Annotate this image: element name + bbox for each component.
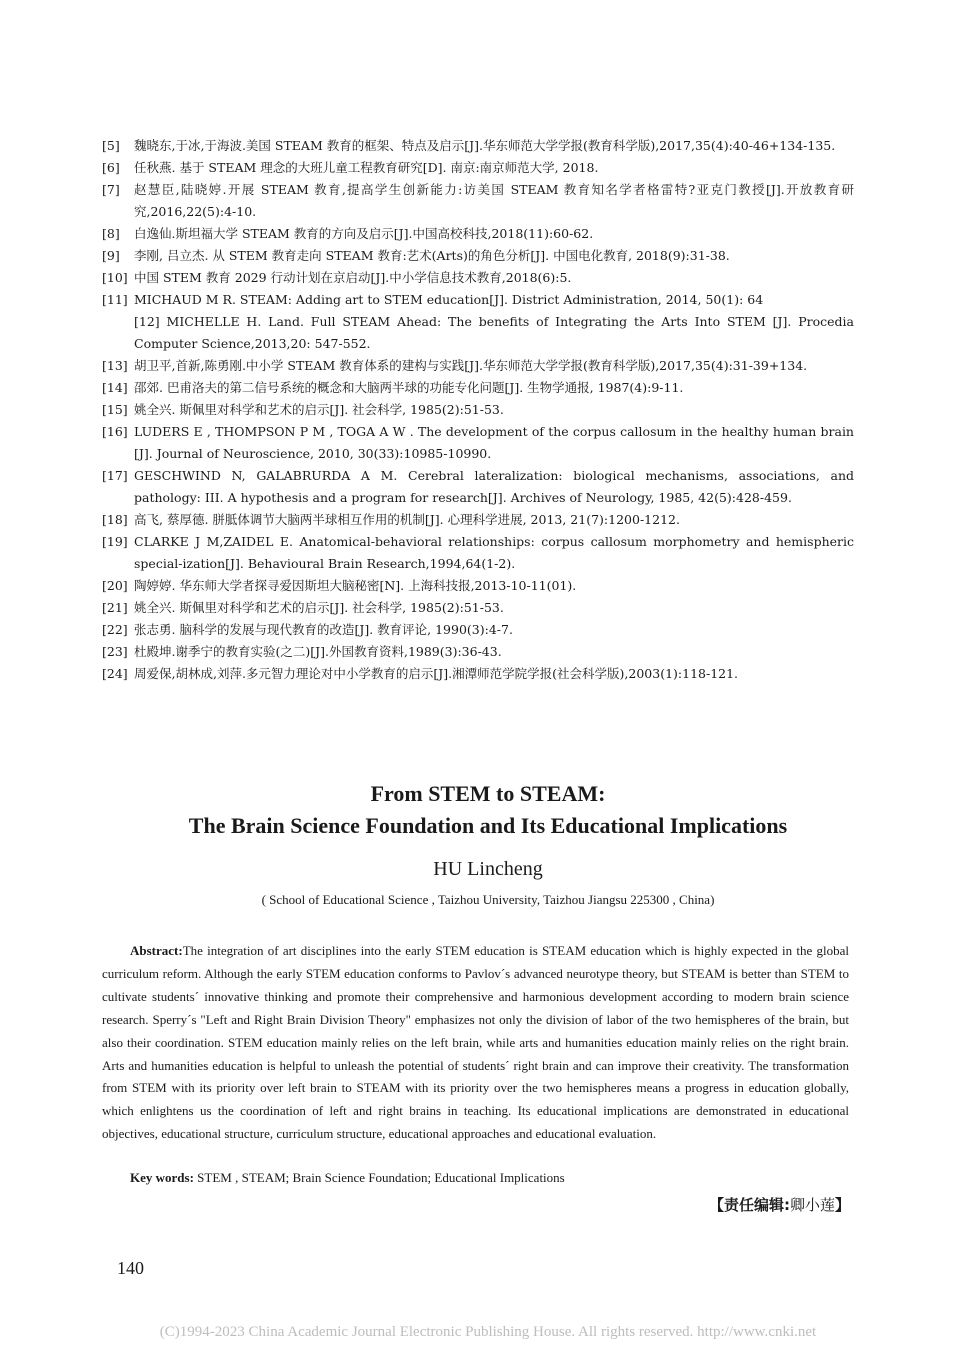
reference-item [102, 509, 854, 531]
reference-item [102, 267, 854, 289]
reference-item [102, 531, 854, 575]
reference-number: [5] [102, 138, 120, 153]
keywords-text: STEM , STEAM; Brain Science Foundation; Educational Implications [197, 1170, 565, 1185]
reference-number: [21] [102, 600, 128, 615]
reference-item [102, 377, 854, 399]
editor-close: 】 [834, 1196, 850, 1214]
editor-name: 卿小莲 [789, 1196, 835, 1214]
reference-number: [23] [102, 644, 128, 659]
reference-text: 白逸仙.斯坦福大学 STEAM 教育的方向及启示[J].中国高校科技,2018(11):60-62. [134, 226, 594, 241]
reference-number: [20] [102, 578, 128, 593]
reference-item [102, 157, 854, 179]
reference-item [102, 245, 854, 267]
reference-item [102, 465, 854, 509]
reference-text: 张志勇. 脑科学的发展与现代教育的改造[J]. 教育评论, 1990(3):4-7. [134, 622, 513, 637]
reference-text: 姚全兴. 斯佩里对科学和艺术的启示[J]. 社会科学, 1985(2):51-53. [134, 600, 504, 615]
abstract-label: Abstract: [130, 943, 183, 958]
reference-text: 高飞, 蔡厚德. 胼胝体调节大脑两半球相互作用的机制[J]. 心理科学进展, 2013, 21(7):1200-1212. [134, 512, 680, 527]
abstract [102, 940, 849, 1146]
responsible-editor [709, 1194, 850, 1215]
copyright-footer: (C)1994-2023 China Academic Journal Electronic Publishing House. All rights reserved. http://www.cnki.net [159, 1324, 817, 1340]
reference-item [102, 289, 854, 311]
reference-number: [9] [102, 248, 120, 263]
reference-item [102, 663, 854, 685]
reference-item [102, 135, 854, 157]
reference-number: [7] [102, 182, 120, 197]
reference-text: 姚全兴. 斯佩里对科学和艺术的启示[J]. 社会科学, 1985(2):51-53. [134, 402, 504, 417]
reference-number: [8] [102, 226, 120, 241]
reference-number: [10] [102, 270, 128, 285]
reference-item [102, 223, 854, 245]
page-number: 140 [117, 1258, 144, 1278]
reference-text: CLARKE J M,ZAIDEL E. Anatomical-behavioral relationships: corpus callosum morphometry and hemispheric special-ization[J]. Behavioural Brain Research,1994,64(1-2). [134, 534, 854, 571]
reference-item [102, 619, 854, 641]
reference-text: 任秋燕. 基于 STEAM 理念的大班儿童工程教育研究[D]. 南京:南京师范大学, 2018. [134, 160, 599, 175]
reference-text: 周爱保,胡林成,刘萍.多元智力理论对中小学教育的启示[J].湘潭师范学院学报(社会科学版),2003(1):118-121. [134, 666, 739, 681]
reference-text: GESCHWIND N, GALABRURDA A M. Cerebral lateralization: biological mechanisms, associations, and pathology: III. A hypothesis and a program for research[J]. Archives of Neurology, 1985, 42(5):428-459. [134, 468, 854, 505]
reference-number: [15] [102, 402, 128, 417]
reference-number: [18] [102, 512, 128, 527]
reference-number: [14] [102, 380, 128, 395]
author-name: HU Lincheng [433, 858, 543, 880]
keywords [130, 1170, 565, 1186]
title-line-1: From STEM to STEAM: [370, 781, 606, 806]
reference-text: LUDERS E , THOMPSON P M , TOGA A W . The development of the corpus callosum in the healthy human brain [J]. Journal of Neuroscience, 2010, 30(33):10985-10990. [134, 424, 854, 461]
reference-number: [19] [102, 534, 128, 549]
reference-text: 胡卫平,首新,陈勇刚.中小学 STEAM 教育体系的建构与实践[J].华东师范大学学报(教育科学版),2017,35(4):31-39+134. [134, 358, 808, 373]
reference-number: [13] [102, 358, 128, 373]
reference-text: 李刚, 吕立杰. 从 STEM 教育走向 STEAM 教育:艺术(Arts)的角色分析[J]. 中国电化教育, 2018(9):31-38. [134, 248, 730, 263]
reference-number: [24] [102, 666, 128, 681]
title-line-2: The Brain Science Foundation and Its Educational Implications [188, 813, 788, 838]
reference-item [102, 421, 854, 465]
reference-item [102, 641, 854, 663]
reference-list [102, 135, 854, 685]
author-affiliation: ( School of Educational Science , Taizhou University, Taizhou Jiangsu 225300 , China) [261, 892, 715, 907]
paper-title [0, 778, 976, 842]
reference-text: [12] MICHELLE H. Land. Full STEAM Ahead: The benefits of Integrating the Arts Into STEM [J]. Procedia Computer Science,2013,20: 547-552. [134, 314, 854, 351]
reference-number: [17] [102, 468, 128, 483]
reference-text: 杜殿坤.谢季宁的教育实验(之二)[J].外国教育资料,1989(3):36-43. [134, 644, 502, 659]
reference-text: MICHAUD M R. STEAM: Adding art to STEM education[J]. District Administration, 2014, 50(1): 64 [134, 292, 764, 307]
keywords-label: Key words: [130, 1170, 194, 1185]
reference-item [102, 575, 854, 597]
reference-number: [11] [102, 292, 128, 307]
reference-text: 赵慧臣,陆晓婷.开展 STEAM 教育,提高学生创新能力:访美国 STEAM 教育知名学者格雷特?亚克门教授[J].开放教育研究,2016,22(5):4-10. [134, 182, 854, 219]
reference-text: 邵郊. 巴甫洛夫的第二信号系统的概念和大脑两半球的功能专化问题[J]. 生物学通报, 1987(4):9-11. [134, 380, 684, 395]
reference-item [102, 399, 854, 421]
reference-item [102, 311, 854, 355]
reference-text: 魏晓东,于冰,于海波.美国 STEAM 教育的框架、特点及启示[J].华东师范大学学报(教育科学版),2017,35(4):40-46+134-135. [134, 138, 836, 153]
reference-item [102, 179, 854, 223]
reference-number: [16] [102, 424, 128, 439]
reference-number: [6] [102, 160, 120, 175]
reference-text: 中国 STEM 教育 2029 行动计划在京启动[J].中小学信息技术教育,2018(6):5. [134, 270, 572, 285]
editor-label: 【责任编辑: [708, 1196, 790, 1214]
reference-item [102, 597, 854, 619]
reference-number: [22] [102, 622, 128, 637]
reference-item [102, 355, 854, 377]
reference-text: 陶婷婷. 华东师大学者探寻爱因斯坦大脑秘密[N]. 上海科技报,2013-10-11(01). [134, 578, 577, 593]
abstract-text: The integration of art disciplines into the early STEM education is STEAM education which is highly expected in the global curriculum reform. Although the early STEM education conforms to Pavlov´s advanced neurotype theory, but STEAM is better than STEM to cultivate students´ innovative thinking and promote their comprehensive and harmonious development according to modern brain science research. Sperry´s "Left and Right Brain Division Theory" emphasizes not only the division of labor of the two hemispheres of the brain, but also their coordination. STEM education mainly relies on the left brain, while arts and humanities education mainly relies on the right brain. Arts and humanities education is helpful to unleash the potential of students´ right brain and can improve their creativity. The transformation from STEM with its priority over left brain to STEAM with its priority over the two hemispheres means a progress in education globally, which enlightens us the coordination of left and right brains in teaching. Its educational implications are demonstrated in educational objectives, educational structure, curriculum structure, educational approaches and educational evaluation. [102, 943, 849, 1142]
